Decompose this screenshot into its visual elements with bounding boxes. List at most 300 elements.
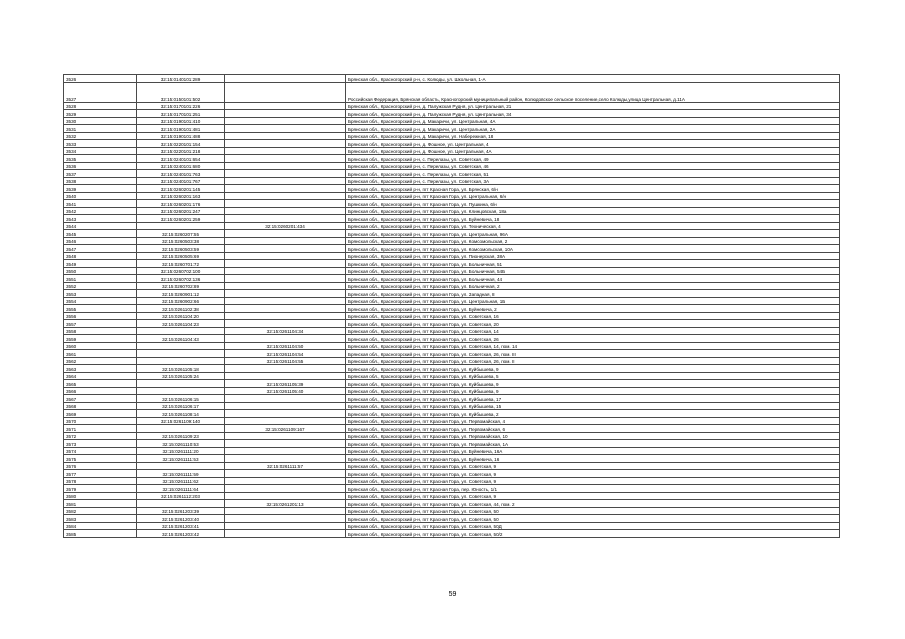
table-row [64,185,840,193]
row-number-cell: 3529 [64,110,137,118]
row-number-cell: 3546 [64,237,137,245]
address-cell: Брянская обл., Красногорский р-н, пгт Красная Гора, ул. Советская, 26 [346,335,840,343]
row-number-cell: 3571 [64,425,137,433]
row-number-cell: 3558 [64,327,137,335]
cadastral-number-cell: 32:15:0240101:680 [137,162,225,170]
row-number-cell: 3549 [64,260,137,268]
address-cell: Брянская обл., Красногорский р-н, пгт Красная Гора, ул. Больничная, 44 [346,275,840,283]
address-cell: Брянская обл., Красногорский р-н, пгт Красная Гора, ул. Советская, 16 [346,312,840,320]
cadastral-number-cell: 32:15:0260201:176 [137,200,225,208]
table-row [64,410,840,418]
table-row [64,357,840,365]
table-row [64,260,840,268]
building-cadastral-number-cell [225,485,346,493]
cadastral-number-cell: 32:15:0260701:72 [137,260,225,268]
table-row [64,312,840,320]
cadastral-number-cell [137,327,225,335]
cadastral-number-cell [137,350,225,358]
address-cell: Брянская обл., Красногорский р-н, с. Перелазы, ул. Советская, 51 [346,170,840,178]
address-cell: Брянская обл., Красногорский р-н, пгт Красная Гора, ул. Советская, 14 [346,327,840,335]
table-row [64,237,840,245]
row-number-cell: 3576 [64,462,137,470]
cadastral-number-cell [137,425,225,433]
address-cell: Брянская обл., Красногорский р-н, пгт Красная Гора, ул. Советская, 50 [346,507,840,515]
cadastral-number-cell: 32:15:0261111:20 [137,447,225,455]
row-number-cell: 3534 [64,147,137,155]
building-cadastral-number-cell [225,365,346,373]
row-number-cell: 3556 [64,312,137,320]
cadastral-number-cell: 32:15:0261203:41 [137,522,225,530]
cadastral-number-cell: 32:15:0220101:154 [137,140,225,148]
building-cadastral-number-cell [225,312,346,320]
table-row [64,125,840,133]
table-row [64,117,840,125]
cadastral-number-cell: 32:15:0260201:259 [137,215,225,223]
cadastral-number-cell: 32:15:0261102:38 [137,305,225,313]
table-row [64,470,840,478]
address-cell: Брянская обл., Красногорский р-н, пгт Красная Гора, ул. Куйбышева, 9 [346,380,840,388]
building-cadastral-number-cell [225,530,346,538]
cadastral-number-cell: 32:15:0261109:140 [137,417,225,425]
address-cell: Брянская обл., Красногорский р-н, пгт Красная Гора, ул. Куйбышева, 15 [346,402,840,410]
row-number-cell: 3585 [64,530,137,538]
cadastral-number-cell: 32:15:0261203:39 [137,507,225,515]
row-number-cell: 3542 [64,207,137,215]
row-number-cell: 3567 [64,395,137,403]
table-row [64,455,840,463]
cadastral-register-table [63,74,840,538]
table-row [64,432,840,440]
row-number-cell: 3541 [64,200,137,208]
building-cadastral-number-cell [225,245,346,253]
cadastral-number-cell [137,342,225,350]
building-cadastral-number-cell [225,282,346,290]
address-cell: Брянская обл., Красногорский р-н, пгт Красная Гора, ул. Советская, 9 [346,462,840,470]
cadastral-number-cell: 32:15:0261111:64 [137,485,225,493]
row-number-cell: 3551 [64,275,137,283]
table-row [64,275,840,283]
table-row [64,110,840,118]
building-cadastral-number-cell [225,410,346,418]
table-row [64,477,840,485]
building-cadastral-number-cell [225,417,346,425]
building-cadastral-number-cell [225,155,346,163]
cadastral-number-cell [137,380,225,388]
building-cadastral-number-cell [225,117,346,125]
building-cadastral-number-cell: 32:15:0261105:40 [225,387,346,395]
table-row [64,245,840,253]
cadastral-number-cell: 32:15:0240101:763 [137,170,225,178]
table-row [64,372,840,380]
row-number-cell: 3584 [64,522,137,530]
address-cell: Брянская обл., Красногорский р-н, пгт Красная Гора, ул. Советская, 26, пом. III [346,350,840,358]
address-cell: Брянская обл., Красногорский р-н, пгт Красная Гора, ул. Советская, 9 [346,492,840,500]
row-number-cell: 3550 [64,267,137,275]
row-number-cell: 3554 [64,297,137,305]
building-cadastral-number-cell [225,440,346,448]
table-row [64,327,840,335]
cadastral-number-cell: 32:15:0260702:100 [137,267,225,275]
address-cell: Брянская обл., Красногорский р-н, д. Макаричи, ул. Центральная, 2А [346,125,840,133]
address-cell: Брянская обл., Красногорский р-н, пгт Красная Гора, ул. Клинцовская, 18а [346,207,840,215]
building-cadastral-number-cell [225,200,346,208]
table-row [64,320,840,328]
address-cell: Брянская обл., Красногорский р-н, пгт Красная Гора, ул. Советская, 50Д [346,522,840,530]
building-cadastral-number-cell: 32:15:0261201:13 [225,500,346,508]
row-number-cell: 3566 [64,387,137,395]
table-row [64,492,840,500]
cadastral-number-cell: 32:15:0261203:40 [137,515,225,523]
address-cell: Брянская обл., Красногорский р-н, пгт Красная Гора, пер. Юность, 1/1 [346,485,840,493]
address-cell: Брянская обл., Красногорский р-н, пгт Красная Гора, ул. Первомайская, 6 [346,425,840,433]
table-row [64,342,840,350]
address-cell: Брянская обл., Красногорский р-н, д. Палужская Рудня, ул. Центральная, 34 [346,110,840,118]
building-cadastral-number-cell [225,492,346,500]
address-cell: Брянская обл., Красногорский р-н, пгт Красная Гора, ул. Первомайская, 1А [346,440,840,448]
table-row [64,215,840,223]
cadastral-number-cell: 32:15:0261203:42 [137,530,225,538]
cadastral-number-cell: 32:15:0261104:23 [137,320,225,328]
address-cell: Брянская обл., Красногорский р-н, с. Перелазы, ул. Советская, 3А [346,177,840,185]
cadastral-number-cell: 32:15:0261108:14 [137,410,225,418]
cadastral-number-cell: 32:15:0260201:145 [137,185,225,193]
address-cell: Брянская обл., Красногорский р-н, пгт Красная Гора, ул. Куйбышева, 5 [346,372,840,380]
building-cadastral-number-cell [225,522,346,530]
address-cell: Брянская обл., Красногорский р-н, пгт Красная Гора, ул. Комсомольская, 10А [346,245,840,253]
building-cadastral-number-cell [225,207,346,215]
row-number-cell: 3527 [64,82,137,102]
building-cadastral-number-cell [225,275,346,283]
building-cadastral-number-cell [225,455,346,463]
row-number-cell: 3552 [64,282,137,290]
row-number-cell: 3570 [64,417,137,425]
row-number-cell: 3539 [64,185,137,193]
row-number-cell: 3555 [64,305,137,313]
row-number-cell: 3569 [64,410,137,418]
row-number-cell: 3532 [64,132,137,140]
cadastral-number-cell: 32:15:0260207:55 [137,230,225,238]
building-cadastral-number-cell [225,447,346,455]
cadastral-number-cell: 32:15:0261110:53 [137,440,225,448]
building-cadastral-number-cell [225,260,346,268]
cadastral-number-cell: 32:15:0261111:59 [137,470,225,478]
table-body [64,75,840,538]
cadastral-number-cell: 32:15:0261106:15 [137,395,225,403]
building-cadastral-number-cell: 32:15:0261105:39 [225,380,346,388]
cadastral-number-cell: 32:15:0190101:410 [137,117,225,125]
table-row [64,387,840,395]
row-number-cell: 3562 [64,357,137,365]
address-cell: Брянская обл., Красногорский р-н, пгт Красная Гора, ул. Куйбышева, 9 [346,365,840,373]
building-cadastral-number-cell [225,402,346,410]
cadastral-number-cell: 32:15:0140101:289 [137,75,225,83]
cadastral-number-cell: 32:15:0240101:767 [137,177,225,185]
address-cell: Брянская обл., Красногорский р-н, пгт Красная Гора, ул. Советская, 20 [346,320,840,328]
cadastral-number-cell [137,500,225,508]
address-cell: Российская Федерация, Брянская область, Красногорский муниципальный район, Колюдовское сельское поселение,село Колюды,улица Центральная, д.11А [346,82,840,102]
building-cadastral-number-cell [225,132,346,140]
table-row [64,75,840,83]
table-row [64,380,840,388]
row-number-cell: 3543 [64,215,137,223]
table-row [64,230,840,238]
cadastral-number-cell: 32:15:0190101:488 [137,132,225,140]
row-number-cell: 3531 [64,125,137,133]
row-number-cell: 3573 [64,440,137,448]
address-cell: Брянская обл., Красногорский р-н, пгт Красная Гора, ул. Комсомольская, 2 [346,237,840,245]
address-cell: Брянская обл., Красногорский р-н, пгт Красная Гора, ул. Буйневича, 2 [346,305,840,313]
row-number-cell: 3553 [64,290,137,298]
cadastral-number-cell [137,222,225,230]
cadastral-number-cell [137,357,225,365]
row-number-cell: 3563 [64,365,137,373]
cadastral-number-cell: 32:15:0260201:163 [137,192,225,200]
address-cell: Брянская обл., Красногорский р-н, пгт Красная Гора, ул. Куйбышева, 2 [346,410,840,418]
cadastral-number-cell: 32:15:0170101:251 [137,110,225,118]
building-cadastral-number-cell [225,267,346,275]
table-row [64,170,840,178]
cadastral-number-cell: 32:15:0261104:43 [137,335,225,343]
building-cadastral-number-cell [225,140,346,148]
row-number-cell: 3530 [64,117,137,125]
cadastral-number-cell: 32:15:0261106:17 [137,402,225,410]
row-number-cell: 3559 [64,335,137,343]
table-row [64,402,840,410]
building-cadastral-number-cell [225,372,346,380]
building-cadastral-number-cell: 32:15:0260201:434 [225,222,346,230]
table-row [64,192,840,200]
cadastral-number-cell: 32:15:0260702:136 [137,275,225,283]
cadastral-number-cell: 32:15:0261111:62 [137,477,225,485]
row-number-cell: 3537 [64,170,137,178]
building-cadastral-number-cell [225,335,346,343]
row-number-cell: 3545 [64,230,137,238]
address-cell: Брянская обл., Красногорский р-н, пгт Красная Гора, ул. Советская, 26, пом. II [346,357,840,365]
address-cell: Брянская обл., Красногорский р-н, д. Макаричи, ул. Набережная, 18 [346,132,840,140]
address-cell: Брянская обл., Красногорский р-н, пгт Красная Гора, ул. Центральная, 6/н [346,192,840,200]
table-row [64,395,840,403]
row-number-cell: 3528 [64,102,137,110]
table-row [64,102,840,110]
building-cadastral-number-cell [225,297,346,305]
address-cell: Брянская обл., Красногорский р-н, пгт Красная Гора, ул. Советская, 50/2 [346,530,840,538]
address-cell: Брянская обл., Красногорский р-н, д. Палужская Рудня, ул. Центральная, 21 [346,102,840,110]
table-row [64,417,840,425]
table-row [64,515,840,523]
building-cadastral-number-cell: 32:15:0261109:167 [225,425,346,433]
address-cell: Брянская обл., Красногорский р-н, с. Перелазы, ул. Советская, 49 [346,155,840,163]
table-row [64,282,840,290]
address-cell: Брянская обл., Красногорский р-н, д. Макаричи, ул. Центральная, 4А [346,117,840,125]
address-cell: Брянская обл., Красногорский р-н, пгт Красная Гора, ул. Советская, 9 [346,477,840,485]
table-row [64,252,840,260]
address-cell: Брянская обл., Красногорский р-н, с. Колюды, ул. Школьная, 1-А [346,75,840,83]
address-cell: Брянская обл., Красногорский р-н, пгт Красная Гора, ул. Советская, 50 [346,515,840,523]
table-row [64,140,840,148]
row-number-cell: 3548 [64,252,137,260]
building-cadastral-number-cell [225,125,346,133]
row-number-cell: 3538 [64,177,137,185]
cadastral-number-cell: 32:15:0260503:38 [137,237,225,245]
table-row [64,485,840,493]
row-number-cell: 3544 [64,222,137,230]
cadastral-number-cell: 32:15:0261105:24 [137,372,225,380]
building-cadastral-number-cell [225,305,346,313]
building-cadastral-number-cell [225,237,346,245]
table-row [64,297,840,305]
table-row [64,335,840,343]
building-cadastral-number-cell: 32:15:0261104:55 [225,357,346,365]
address-cell: Брянская обл., Красногорский р-н, пгт Красная Гора, ул. Первомайская, 4 [346,417,840,425]
cadastral-number-cell: 32:15:0261112:203 [137,492,225,500]
row-number-cell: 3582 [64,507,137,515]
address-cell: Брянская обл., Красногорский р-н, пгт Красная Гора, ул. Куйбышева, 17 [346,395,840,403]
table-row [64,222,840,230]
building-cadastral-number-cell [225,177,346,185]
row-number-cell: 3561 [64,350,137,358]
building-cadastral-number-cell [225,395,346,403]
table-row [64,507,840,515]
address-cell: Брянская обл., Красногорский р-н, пгт Красная Гора, ул. Пионерская, 38А [346,252,840,260]
address-cell: Брянская обл., Красногорский р-н, пгт Красная Гора, ул. Центральная, 1Б [346,297,840,305]
row-number-cell: 3572 [64,432,137,440]
row-number-cell: 3568 [64,402,137,410]
address-cell: Брянская обл., Красногорский р-н, пгт Красная Гора, ул. Больничная, 51 [346,260,840,268]
table-row [64,267,840,275]
row-number-cell: 3536 [64,162,137,170]
building-cadastral-number-cell [225,515,346,523]
row-number-cell: 3578 [64,477,137,485]
table-row [64,207,840,215]
address-cell: Брянская обл., Красногорский р-н, с. Перелазы, ул. Советская, 46 [346,162,840,170]
address-cell: Брянская обл., Красногорский р-н, пгт Красная Гора, ул. Больничная, 54Б [346,267,840,275]
building-cadastral-number-cell [225,320,346,328]
table-row [64,177,840,185]
cadastral-number-cell: 32:15:0260201:247 [137,207,225,215]
address-cell: Брянская обл., Красногорский р-н, пгт Красная Гора, ул. Советская, 14, пом. 14 [346,342,840,350]
building-cadastral-number-cell [225,192,346,200]
building-cadastral-number-cell [225,110,346,118]
building-cadastral-number-cell [225,477,346,485]
table-row [64,290,840,298]
address-cell: Брянская обл., Красногорский р-н, пгт Красная Гора, ул. Техническая, 4 [346,222,840,230]
building-cadastral-number-cell [225,75,346,83]
table-row [64,350,840,358]
cadastral-number-cell: 32:15:0220101:218 [137,147,225,155]
building-cadastral-number-cell [225,215,346,223]
building-cadastral-number-cell [225,252,346,260]
cadastral-number-cell [137,462,225,470]
building-cadastral-number-cell: 32:15:0261104:50 [225,342,346,350]
table-row [64,462,840,470]
row-number-cell: 3583 [64,515,137,523]
table-row [64,425,840,433]
row-number-cell: 3535 [64,155,137,163]
cadastral-number-cell: 32:15:0260503:59 [137,245,225,253]
address-cell: Брянская обл., Красногорский р-н, д. Фошное, ул. Центральная, 4 [346,140,840,148]
address-cell: Брянская обл., Красногорский р-н, пгт Красная Гора, ул. Советская, 9 [346,470,840,478]
building-cadastral-number-cell [225,102,346,110]
table-row [64,305,840,313]
building-cadastral-number-cell [225,432,346,440]
cadastral-number-cell [137,387,225,395]
address-cell: Брянская обл., Красногорский р-н, пгт Красная Гора, ул. Больничная, 2 [346,282,840,290]
table-row [64,522,840,530]
table-row [64,440,840,448]
address-cell: Брянская обл., Красногорский р-н, пгт Красная Гора, ул. Брянская, 6/н [346,185,840,193]
row-number-cell: 3540 [64,192,137,200]
cadastral-number-cell: 32:15:0190101:481 [137,125,225,133]
address-cell: Брянская обл., Красногорский р-н, пгт Красная Гора, ул. Пушкина, 6/н [346,200,840,208]
building-cadastral-number-cell [225,170,346,178]
cadastral-number-cell: 32:15:0260901:12 [137,290,225,298]
row-number-cell: 3560 [64,342,137,350]
building-cadastral-number-cell [225,82,346,102]
cadastral-number-cell: 32:15:0261111:53 [137,455,225,463]
table-row [64,147,840,155]
address-cell: Брянская обл., Красногорский р-н, пгт Красная Гора, ул. Центральная, 96А [346,230,840,238]
page-number: 59 [448,591,457,598]
building-cadastral-number-cell: 32:15:0261111:57 [225,462,346,470]
row-number-cell: 3526 [64,75,137,83]
row-number-cell: 3564 [64,372,137,380]
row-number-cell: 3533 [64,140,137,148]
table-row [64,365,840,373]
table-row [64,155,840,163]
building-cadastral-number-cell [225,162,346,170]
address-cell: Брянская обл., Красногорский р-н, пгт Красная Гора, ул. Буйневича, 16 [346,455,840,463]
row-number-cell: 3574 [64,447,137,455]
row-number-cell: 3579 [64,485,137,493]
row-number-cell: 3581 [64,500,137,508]
building-cadastral-number-cell: 32:15:0261104:54 [225,350,346,358]
cadastral-number-cell: 32:15:0170101:226 [137,102,225,110]
table-row [64,447,840,455]
cadastral-number-cell: 32:15:0261109:23 [137,432,225,440]
building-cadastral-number-cell: 32:15:0261104:34 [225,327,346,335]
building-cadastral-number-cell [225,185,346,193]
row-number-cell: 3580 [64,492,137,500]
building-cadastral-number-cell [225,507,346,515]
row-number-cell: 3577 [64,470,137,478]
address-cell: Брянская обл., Красногорский р-н, пгт Красная Гора, ул. Советская, 44, пом. 2 [346,500,840,508]
row-number-cell: 3565 [64,380,137,388]
address-cell: Брянская обл., Красногорский р-н, пгт Красная Гора, ул. Буйневича, 18 [346,215,840,223]
cadastral-number-cell: 32:15:0261104:20 [137,312,225,320]
building-cadastral-number-cell [225,470,346,478]
row-number-cell: 3547 [64,245,137,253]
building-cadastral-number-cell [225,290,346,298]
cadastral-number-cell: 32:15:0240101:654 [137,155,225,163]
address-cell: Брянская обл., Красногорский р-н, пгт Красная Гора, ул. Куйбышева, 9 [346,387,840,395]
table-row [64,162,840,170]
address-cell: Брянская обл., Красногорский р-н, пгт Красная Гора, ул. Западная, 8 [346,290,840,298]
table-row [64,82,840,102]
cadastral-number-cell: 32:15:0260505:69 [137,252,225,260]
row-number-cell: 3557 [64,320,137,328]
cadastral-number-cell: 32:15:0260702:89 [137,282,225,290]
table-row [64,132,840,140]
address-cell: Брянская обл., Красногорский р-н, д. Фошное, ул. Центральная, 4А [346,147,840,155]
row-number-cell: 3575 [64,455,137,463]
table-row [64,530,840,538]
address-cell: Брянская обл., Красногорский р-н, пгт Красная Гора, ул. Первомайская, 10 [346,432,840,440]
address-cell: Брянская обл., Красногорский р-н, пгт Красная Гора, ул. Буйневича, 16А [346,447,840,455]
cadastral-number-cell: 32:15:0261105:18 [137,365,225,373]
cadastral-number-cell: 32:15:0260902:66 [137,297,225,305]
table-row [64,500,840,508]
cadastral-number-cell: 32:15:0150101:502 [137,82,225,102]
